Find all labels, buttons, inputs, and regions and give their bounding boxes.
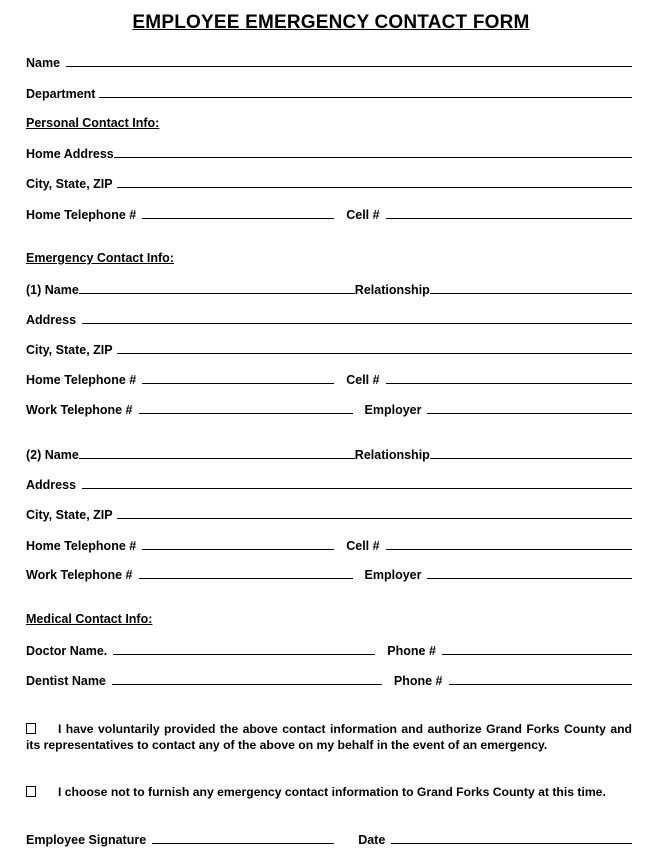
medical-contact-heading: Medical Contact Info:: [26, 612, 153, 626]
contact1-name-field[interactable]: [79, 293, 355, 294]
authorize-text: I have voluntarily provided the above contact information and authorize Grand Forks County and its representatives to contact any of the above on my behalf in the event of an emergency.: [26, 722, 632, 752]
contact2-work-telephone-label: Work Telephone #: [26, 568, 133, 582]
authorize-statement: [26, 721, 632, 753]
department-field[interactable]: [99, 97, 632, 98]
contact1-city-label: City, State, ZIP: [26, 343, 113, 357]
contact2-city-field[interactable]: [117, 518, 632, 519]
contact2-cell-field[interactable]: [386, 549, 632, 550]
home-telephone-field[interactable]: [142, 218, 334, 219]
contact1-cell-field[interactable]: [386, 383, 632, 384]
contact1-home-telephone-row: [26, 369, 632, 387]
contact2-home-telephone-field[interactable]: [142, 549, 334, 550]
home-telephone-row: [26, 204, 632, 222]
employee-signature-field[interactable]: [152, 843, 334, 844]
dentist-phone-field[interactable]: [449, 684, 632, 685]
contact1-city-field[interactable]: [117, 353, 632, 354]
contact1-work-telephone-row: [26, 399, 632, 417]
contact2-name-field[interactable]: [79, 458, 355, 459]
emergency-contact-heading: Emergency Contact Info:: [26, 251, 174, 265]
name-row: [26, 52, 632, 70]
contact1-home-telephone-field[interactable]: [142, 383, 334, 384]
contact1-address-row: [26, 309, 632, 327]
contact1-address-field[interactable]: [82, 323, 632, 324]
contact1-work-telephone-field[interactable]: [139, 413, 353, 414]
home-telephone-label: Home Telephone #: [26, 208, 137, 222]
contact2-work-telephone-field[interactable]: [139, 578, 353, 579]
form-title: EMPLOYEE EMERGENCY CONTACT FORM: [132, 12, 530, 33]
contact2-relationship-field[interactable]: [430, 458, 632, 459]
contact1-home-telephone-label: Home Telephone #: [26, 373, 137, 387]
home-address-row: [26, 143, 632, 161]
dentist-phone-label: Phone #: [393, 674, 443, 688]
employee-signature-label: Employee Signature: [26, 833, 147, 847]
authorize-checkbox[interactable]: [26, 723, 36, 734]
contact2-city-label: City, State, ZIP: [26, 508, 113, 522]
contact2-address-field[interactable]: [82, 488, 632, 489]
contact2-relationship-label: Relationship: [354, 448, 430, 462]
contact1-relationship-label: Relationship: [354, 283, 430, 297]
city-state-zip-label: City, State, ZIP: [26, 177, 113, 191]
city-state-zip-row: [26, 173, 632, 191]
contact2-employer-field[interactable]: [427, 578, 632, 579]
contact1-work-telephone-label: Work Telephone #: [26, 403, 133, 417]
contact1-name-row: [26, 279, 632, 297]
contact2-name-row: [26, 444, 632, 462]
date-field[interactable]: [391, 843, 632, 844]
name-label: Name: [26, 56, 61, 70]
personal-contact-heading: Personal Contact Info:: [26, 116, 160, 130]
decline-text: I choose not to furnish any emergency contact information to Grand Forks County at this time.: [58, 785, 606, 799]
home-address-field[interactable]: [114, 157, 632, 158]
dentist-name-label: Dentist Name: [26, 674, 106, 688]
contact2-cell-label: Cell #: [346, 539, 380, 553]
contact1-city-row: [26, 339, 632, 357]
cell-field[interactable]: [386, 218, 632, 219]
contact1-cell-label: Cell #: [346, 373, 380, 387]
contact1-employer-label: Employer: [364, 403, 422, 417]
department-label: Department: [26, 87, 96, 101]
department-row: [26, 83, 632, 101]
name-field[interactable]: [66, 66, 632, 67]
cell-label: Cell #: [346, 208, 380, 222]
doctor-phone-label: Phone #: [387, 644, 436, 658]
signature-row: [26, 829, 632, 847]
doctor-phone-field[interactable]: [442, 654, 632, 655]
doctor-name-label: Doctor Name.: [26, 644, 108, 658]
decline-statement: [26, 784, 632, 800]
home-address-label: Home Address: [26, 147, 114, 161]
contact2-home-telephone-row: [26, 535, 632, 553]
decline-checkbox[interactable]: [26, 786, 36, 797]
contact2-address-label: Address: [26, 478, 77, 492]
dentist-name-field[interactable]: [112, 684, 382, 685]
contact2-work-telephone-row: [26, 564, 632, 582]
contact2-name-label: (2) Name: [26, 448, 79, 462]
contact1-relationship-field[interactable]: [430, 293, 632, 294]
contact1-address-label: Address: [26, 313, 77, 327]
contact2-employer-label: Employer: [364, 568, 422, 582]
doctor-name-field[interactable]: [113, 654, 375, 655]
date-label: Date: [358, 833, 386, 847]
contact1-name-label: (1) Name: [26, 283, 79, 297]
contact1-employer-field[interactable]: [427, 413, 632, 414]
doctor-row: [26, 640, 632, 658]
city-state-zip-field[interactable]: [117, 187, 632, 188]
dentist-row: [26, 670, 632, 688]
contact2-home-telephone-label: Home Telephone #: [26, 539, 137, 553]
contact2-city-row: [26, 504, 632, 522]
contact2-address-row: [26, 474, 632, 492]
